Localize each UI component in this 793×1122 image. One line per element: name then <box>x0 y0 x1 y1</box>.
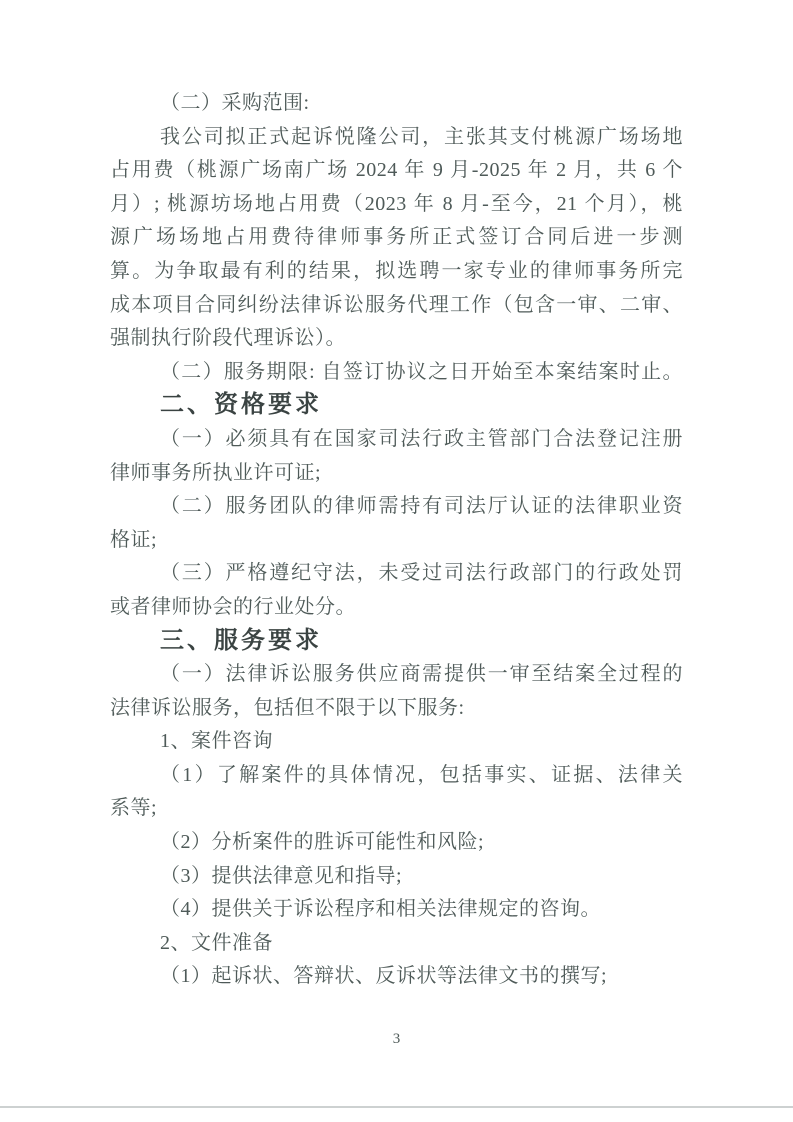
text-line: 法律诉讼服务，包括但不限于以下服务: <box>110 696 465 719</box>
text-line: 格证; <box>110 528 158 551</box>
list-item-heading: 2、文件准备 <box>160 931 273 954</box>
scan-edge-line <box>0 1106 793 1108</box>
page-number: 3 <box>392 1031 401 1047</box>
text-line: （二）服务团队的律师需持有司法厅认证的法律职业资 <box>160 495 683 518</box>
text-line: （二）服务期限: 自签订协议之日开始至本案结案时止。 <box>160 360 683 383</box>
text-line: （3）提供法律意见和指导; <box>160 864 403 887</box>
text-line: （4）提供关于诉讼程序和相关法律规定的咨询。 <box>160 898 601 921</box>
text-line: （二）采购范围: <box>160 92 310 114</box>
text-line: 算。为争取最有利的结果，拟选聘一家专业的律师事务所完 <box>110 259 683 282</box>
list-item-heading: 1、案件咨询 <box>160 730 273 753</box>
text-line: 强制执行阶段代理诉讼）。 <box>110 327 346 350</box>
section-heading: 二、资格要求 <box>160 392 322 419</box>
text-line: 占用费（桃源广场南广场 2024 年 9 月-2025 年 2 月，共 6 个 <box>110 159 683 182</box>
text-line: （三）严格遵纪守法，未受过司法行政部门的行政处罚 <box>160 562 683 585</box>
text-line: 月）; 桃源坊场地占用费（2023 年 8 月-至今，21 个月），桃 <box>110 192 683 215</box>
text-line: （1）了解案件的具体情况，包括事实、证据、法律关 <box>160 763 683 786</box>
text-line: 我公司拟正式起诉悦隆公司，主张其支付桃源广场场地 <box>160 125 683 148</box>
text-line: 律师事务所执业许可证; <box>110 461 322 484</box>
text-line: （一）法律诉讼服务供应商需提供一审至结案全过程的 <box>160 663 683 686</box>
text-line: 成本项目合同纠纷法律诉讼服务代理工作（包含一审、二审、 <box>110 293 683 316</box>
text-line: 或者律师协会的行业处分。 <box>110 595 356 618</box>
text-line: （2）分析案件的胜诉可能性和风险; <box>160 831 485 854</box>
text-line: 系等; <box>110 797 158 820</box>
document-body <box>110 87 683 994</box>
text-line: （1）起诉状、答辩状、反诉状等法律文书的撰写; <box>160 965 608 988</box>
text-line: 源广场场地占用费待律师事务所正式签订合同后进一步测 <box>110 226 683 249</box>
section-heading: 三、服务要求 <box>160 627 322 654</box>
text-line: （一）必须具有在国家司法行政主管部门合法登记注册 <box>160 427 683 450</box>
